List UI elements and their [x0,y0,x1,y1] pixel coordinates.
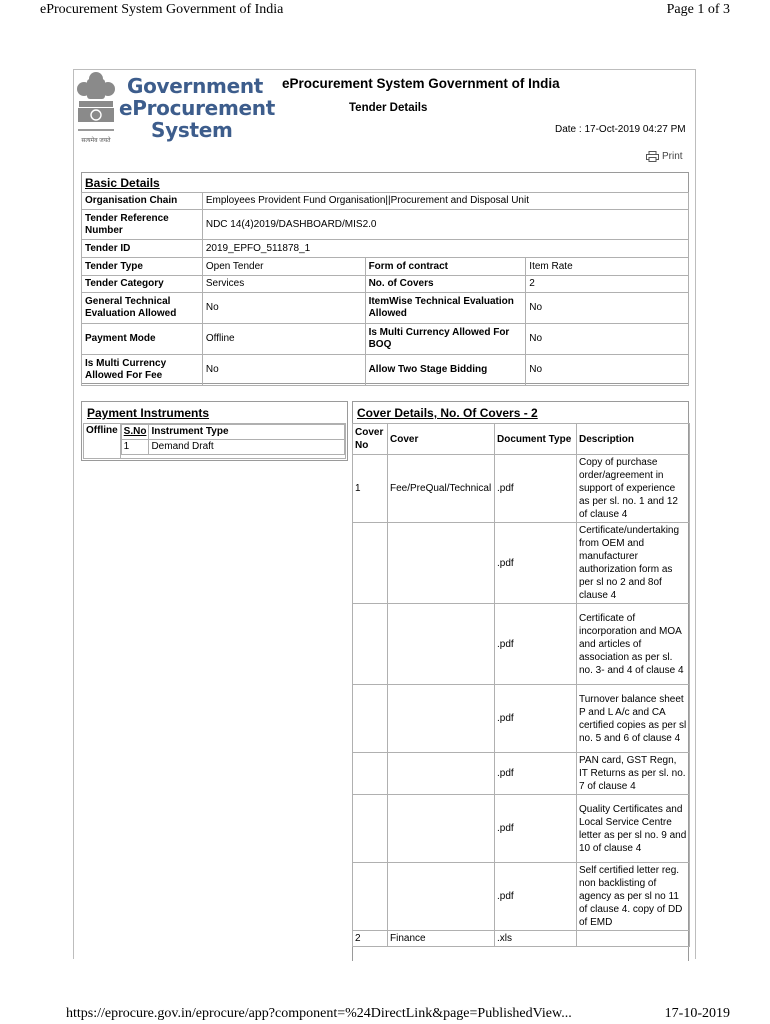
instrument-type: Demand Draft [149,440,345,455]
two-stage-bidding-value: No [526,355,689,386]
page-subtitle: Tender Details [349,102,428,114]
print-header-title: eProcurement System Government of India [40,2,284,17]
cover-details-table [352,423,690,947]
tender-category-label: Tender Category [82,276,203,293]
national-emblem-icon [73,71,119,145]
table-row: .pdf Turnover balance sheet P and L A/c and CA certified copies as per sl no. 5 and 6 of clause 4 [353,685,690,753]
multi-currency-boq-value: No [526,324,689,355]
sno-header: S.No [121,425,149,440]
basic-details-heading: Basic Details [85,176,160,190]
page-number: Page 1 of 3 [666,2,730,17]
offline-label: Offline [84,424,121,459]
itemwise-technical-evaluation-label: ItemWise Technical Evaluation Allowed [365,293,526,324]
print-date: 17-10-2019 [664,1006,730,1021]
page-title: eProcurement System Government of India [282,76,560,91]
table-row: .pdf Quality Certificates and Local Service Centre letter as per sl no. 9 and 10 of clause 4 [353,795,690,863]
tender-ref-value: NDC 14(4)2019/DASHBOARD/MIS2.0 [202,210,688,240]
cover-no-header: Cover No [353,424,388,455]
print-label: Print [662,151,683,162]
logo-wordmark: Government eProcurement System [119,74,275,142]
form-of-contract-value: Item Rate [526,258,689,276]
two-stage-bidding-label: Allow Two Stage Bidding [365,355,526,386]
payment-instruments-table [83,423,346,459]
org-chain-label: Organisation Chain [82,193,203,210]
tender-category-value: Services [202,276,365,293]
instrument-list [121,424,346,455]
org-chain-value: Employees Provident Fund Organisation||Procurement and Disposal Unit [202,193,688,210]
basic-details-table [81,192,689,386]
table-row: .pdf Self certified letter reg. non backlisting of agency as per sl no 11 of clause 4. copy of DD of EMD [353,863,690,931]
print-button[interactable] [646,151,683,162]
report-date: Date : 17-Oct-2019 04:27 PM [555,124,686,135]
table-row: .pdf Certificate/undertaking from OEM and manufacturer authorization form as per sl no 2 and 8of clause 4 [353,523,690,604]
itemwise-technical-evaluation-value: No [526,293,689,324]
payment-mode-value: Offline [202,324,365,355]
tender-id-value: 2019_EPFO_511878_1 [202,240,688,258]
payment-instruments-heading: Payment Instruments [87,406,210,420]
print-footer [66,1006,730,1024]
cover-header: Cover [388,424,495,455]
multi-currency-boq-label: Is Multi Currency Allowed For BOQ [365,324,526,355]
multi-currency-fee-value: No [202,355,365,386]
table-row: 2 Finance .xls [353,931,690,947]
printer-icon [646,151,659,162]
emblem-motto: सत्यमेव जयते [81,138,111,144]
table-row: 1 Fee/PreQual/Technical .pdf Copy of purchase order/agreement in support of experience as per sl. no. 1 and 12 of clause 4 [353,455,690,523]
payment-mode-label: Payment Mode [82,324,203,355]
no-of-covers-label: No. of Covers [365,276,526,293]
document-type-header: Document Type [495,424,577,455]
page-url: https://eprocure.gov.in/eprocure/app?component=%24DirectLink&page=PublishedView... [66,1006,572,1021]
gepnic-logo [73,71,275,151]
tender-id-label: Tender ID [82,240,203,258]
tender-type-label: Tender Type [82,258,203,276]
table-row: .pdf Certificate of incorporation and MOA and articles of association as per sl. no. 3- and 4 of clause 4 [353,604,690,685]
instrument-type-header: Instrument Type [149,425,345,440]
general-technical-evaluation-label: General Technical Evaluation Allowed [82,293,203,324]
description-header: Description [577,424,690,455]
tender-type-value: Open Tender [202,258,365,276]
table-row: .pdf PAN card, GST Regn, IT Returns as per sl. no. 7 of clause 4 [353,753,690,795]
table-row [121,440,345,455]
instrument-sno: 1 [121,440,149,455]
form-of-contract-label: Form of contract [365,258,526,276]
multi-currency-fee-label: Is Multi Currency Allowed For Fee [82,355,203,386]
no-of-covers-value: 2 [526,276,689,293]
cover-details-heading: Cover Details, No. Of Covers - 2 [357,406,538,420]
tender-ref-label: Tender Reference Number [82,210,203,240]
general-technical-evaluation-value: No [202,293,365,324]
print-header [40,2,730,22]
